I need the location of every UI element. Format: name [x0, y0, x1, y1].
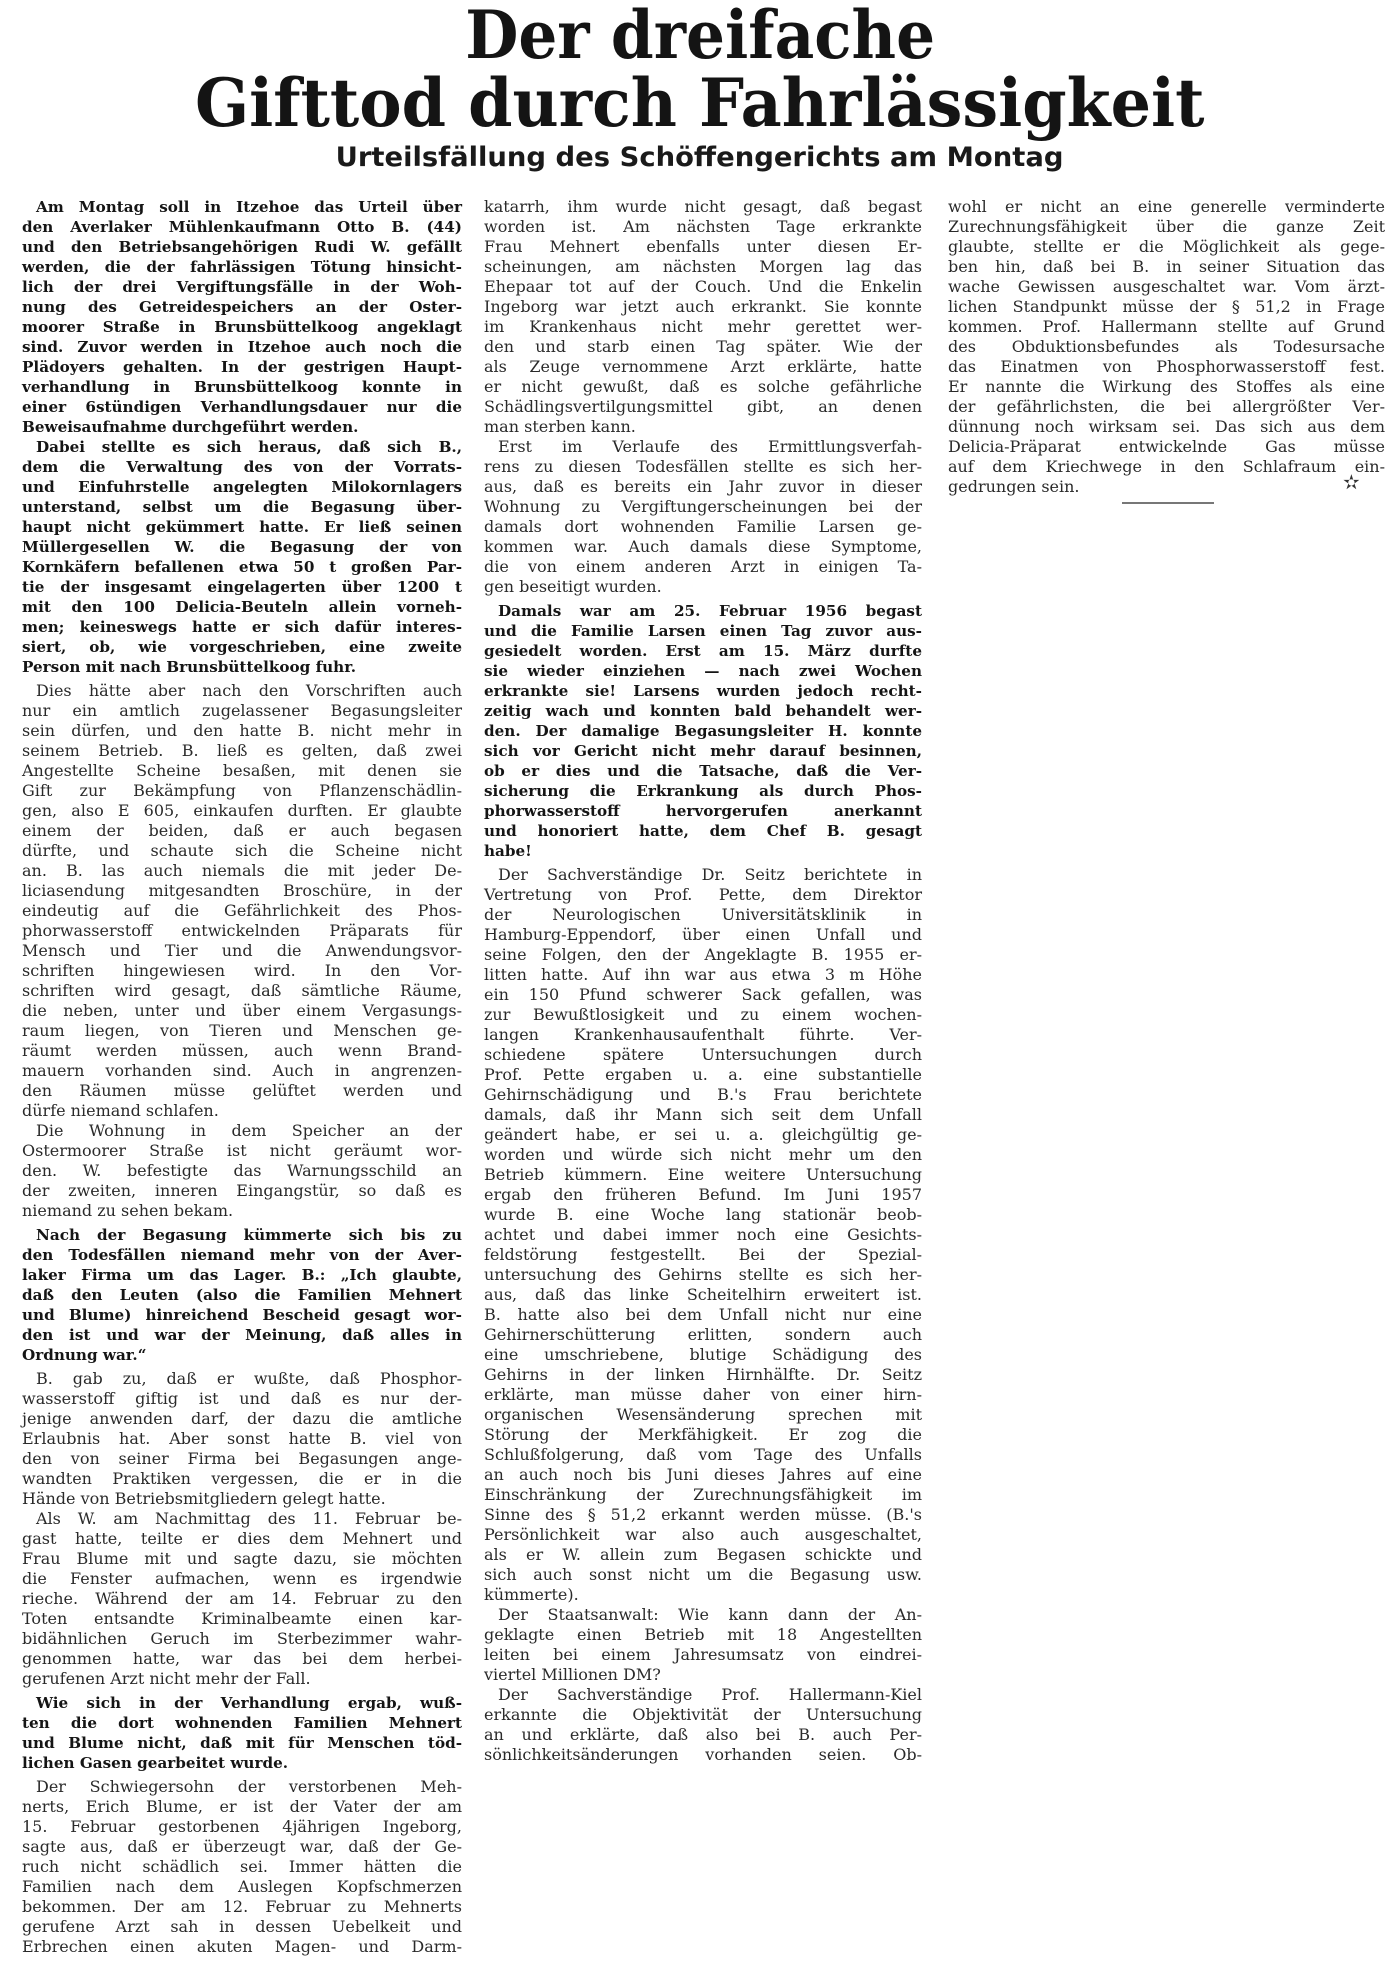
text-line: Dies hätte aber nach den Vorschriften auch	[36, 681, 462, 700]
text-line: Zurechnungsfähigkeit über die ganze Zeit	[948, 217, 1385, 236]
text-line: geklagte einen Betrieb mit 18 Angestellten	[484, 1625, 922, 1644]
text-line: Delicia-Präparat entwickelnde Gas müsse	[948, 437, 1385, 456]
text-line: verhandlung in Brunsbüttelkoog konnte in	[22, 378, 462, 396]
text-line: gen, also E 605, einkaufen durften. Er glaubte	[22, 801, 462, 820]
text-line: erkannte die Objektivität der Untersuchung	[484, 1705, 922, 1724]
text-line: Erlaubnis hat. Aber sonst hatte B. viel von	[22, 1429, 462, 1448]
text-line: geändert habe, er sei u. a. gleichgültig ge-	[484, 1125, 922, 1144]
text-line: sich vor Gericht nicht mehr darauf besinnen,	[484, 742, 922, 760]
text-line: den ist und war der Meinung, daß alles in	[22, 1326, 462, 1344]
text-line: sicherung die Erkrankung als durch Phos-	[484, 782, 922, 800]
text-line: mauern vorhanden sind. Auch in angrenzen-	[22, 1061, 462, 1080]
text-line: lichen Standpunkt müsse der § 51,2 in Frage	[948, 297, 1385, 316]
text-line: Ostermoorer Straße ist nicht geräumt wor-	[22, 1141, 462, 1160]
text-line: habe!	[484, 842, 532, 860]
text-line: man sterben kann.	[484, 417, 636, 436]
text-line: auf dem Kriechwege in den Schlafraum ein-	[948, 457, 1385, 476]
article-column-2	[484, 197, 922, 1765]
text-line: der zweiten, inneren Eingangstür, so daß es	[22, 1181, 462, 1200]
text-line: dem die Verwaltung des von der Vorrats-	[22, 458, 462, 476]
text-line: Persönlichkeit war also auch ausgeschaltet,	[484, 1525, 922, 1544]
text-line: als Zeuge vernommene Arzt erklärte, hatte	[484, 357, 922, 376]
headline-line-2	[0, 64, 1400, 142]
text-line: katarrh, ihm wurde nicht gesagt, daß begast	[484, 197, 922, 216]
text-line: Er nannte die Wirkung des Stoffes als eine	[948, 377, 1385, 396]
text-line: Frau Blume mit und sagte dazu, sie möchten	[22, 1549, 462, 1568]
text-line: Angestellte Scheine besaßen, mit denen sie	[22, 761, 462, 780]
text-line: kommen war. Auch damals diese Symptome,	[484, 537, 922, 556]
text-line: phorwasserstoff hervorgerufen anerkannt	[484, 802, 922, 820]
text-line: Sinne des § 51,2 erkannt werden müsse. (B.'s	[484, 1505, 922, 1524]
text-line: sind. Zuvor werden in Itzehoe auch noch die	[22, 338, 462, 356]
text-line: lich der drei Vergiftungsfälle in der Woh-	[22, 278, 462, 296]
text-line: Der Sachverständige Dr. Seitz berichtete in	[498, 865, 922, 884]
text-line: tie der insgesamt eingelagerten über 1200 t	[22, 578, 462, 596]
text-line: Störung der Merkfähigkeit. Er zog die	[484, 1425, 922, 1444]
text-line: werden, die der fahrlässigen Tötung hinsicht-	[22, 258, 462, 276]
text-line: siert, ob, wie vorgeschrieben, eine zweite	[22, 638, 462, 656]
text-line: des Obduktionsbefundes als Todesursache	[948, 337, 1385, 356]
text-line: laker Firma um das Lager. B.: „Ich glaubte,	[22, 1266, 462, 1284]
text-line: er nicht gewußt, daß es solche gefährliche	[484, 377, 922, 396]
text-line: jenige anwenden darf, der dazu die amtliche	[22, 1409, 462, 1428]
lead-paragraph-bold	[484, 601, 922, 861]
text-line: der gefährlichsten, die bei allergrößter Ver-	[948, 397, 1385, 416]
text-line: und Blume) hinreichend Bescheid gesagt wor-	[22, 1306, 462, 1324]
text-line: den und starb einen Tag später. Wie der	[484, 337, 922, 356]
text-line: erklärte, man müsse daher von einer hirn-	[484, 1385, 922, 1404]
lead-paragraph-bold	[22, 1693, 462, 1773]
text-line: ob er dies und die Tatsache, daß die Ver-	[484, 762, 922, 780]
text-line: damals dort wohnenden Familie Larsen ge-	[484, 517, 922, 536]
text-line: litten hatte. Auf ihn war aus etwa 3 m Höhe	[484, 965, 922, 984]
body-paragraph	[22, 1509, 462, 1689]
text-line: organischen Wesensänderung sprechen mit	[484, 1405, 922, 1424]
end-of-article-star-icon: ✫	[1343, 470, 1360, 494]
text-line: kümmerte).	[484, 1585, 579, 1604]
text-line: Erst im Verlaufe des Ermittlungsverfah-	[498, 437, 922, 456]
text-line: B. hatte also bei dem Unfall nicht nur eine	[484, 1305, 922, 1324]
text-line: langen Krankenhausaufenthalt führte. Ver-	[484, 1025, 922, 1044]
headline-line-1-text: Der dreifache	[465, 0, 935, 74]
text-line: ein 150 Pfund schwerer Sack gefallen, was	[484, 985, 922, 1004]
text-line: Ingeborg war jetzt auch erkrankt. Sie konnte	[484, 297, 922, 316]
lead-paragraph-bold	[22, 197, 462, 437]
text-line: nung des Getreidespeichers an der Oster-	[22, 298, 462, 316]
text-line: moorer Straße in Brunsbüttelkoog angeklagt	[22, 318, 462, 336]
body-paragraph	[484, 437, 922, 597]
text-line: als er W. allein zum Begasen schickte und	[484, 1545, 922, 1564]
text-line: achtet und dabei immer noch eine Gesichts-	[484, 1225, 922, 1244]
text-line: Der Staatsanwalt: Wie kann dann der An-	[498, 1605, 922, 1624]
text-line: wohl er nicht an eine generelle verminderte	[948, 197, 1385, 216]
body-paragraph	[948, 197, 1385, 497]
text-line: Müllergesellen W. die Begasung der von	[22, 538, 462, 556]
text-line: rens zu diesen Todesfällen stellte es sich her-	[484, 457, 922, 476]
end-rule-divider	[1122, 502, 1214, 504]
text-line: an auch noch bis Juni dieses Jahres auf eine	[484, 1465, 922, 1484]
text-line: einer 6stündigen Verhandlungsdauer nur die	[22, 398, 462, 416]
text-line: den Averlaker Mühlenkaufmann Otto B. (44)	[22, 218, 462, 236]
headline-line-2-text: Gifttod durch Fahrlässigkeit	[195, 64, 1205, 142]
text-line: wache Gewissen ausgeschaltet war. Vom ärzt-	[948, 277, 1385, 296]
text-line: Ordnung war.“	[22, 1346, 147, 1364]
text-line: Damals war am 25. Februar 1956 begast	[498, 602, 922, 620]
text-line: aus, daß das linke Scheitelhirn erweitert ist.	[484, 1285, 922, 1304]
body-paragraph	[22, 1777, 462, 1957]
text-line: niemand zu sehen bekam.	[22, 1201, 234, 1220]
text-line: Gehirnschädigung und B.'s Frau berichtete	[484, 1085, 922, 1104]
text-line: phorwasserstoff entwickelnden Präparats für	[22, 921, 462, 940]
text-line: an und erklärte, daß also bei B. auch Per-	[484, 1725, 922, 1744]
subheadline-text: Urteilsfällung des Schöffengerichts am Montag	[336, 142, 1064, 173]
body-paragraph	[22, 1369, 462, 1509]
text-line: schriften hingewiesen wird. In den Vor-	[22, 961, 462, 980]
text-line: Ehepaar tot auf der Couch. Und die Enkelin	[484, 277, 922, 296]
text-line: B. gab zu, daß er wußte, daß Phosphor-	[36, 1369, 462, 1388]
text-line: der Neurologischen Universitätsklinik in	[484, 905, 922, 924]
text-line: zur Bewußtlosigkeit und zu einem wochen-	[484, 1005, 922, 1024]
text-line: eine umschriebene, blutige Schädigung des	[484, 1345, 922, 1364]
article-column-3	[948, 197, 1385, 497]
text-line: damals, daß ihr Mann sich seit dem Unfall	[484, 1105, 922, 1124]
text-line: Vertretung von Prof. Pette, dem Direktor	[484, 885, 922, 904]
text-line: und Einfuhrstelle angelegten Milokornlagers	[22, 478, 462, 496]
text-line: im Krankenhaus nicht mehr gerettet wer-	[484, 317, 922, 336]
text-line: sagte aus, daß er überzeugt war, daß der Ge-	[22, 1837, 462, 1856]
text-line: Der Schwiegersohn der verstorbenen Meh-	[36, 1777, 462, 1796]
text-line: Hamburg-Eppendorf, über einen Unfall und	[484, 925, 922, 944]
text-line: untersuchung des Gehirns stellte es sich her-	[484, 1265, 922, 1284]
text-line: einem der beiden, daß er auch begasen	[22, 821, 462, 840]
text-line: worden und würde sich nicht mehr um den	[484, 1145, 922, 1164]
text-line: sönlichkeitsänderungen vorhanden seien. Ob-	[484, 1745, 922, 1764]
text-line: und die Familie Larsen einen Tag zuvor aus-	[484, 622, 922, 640]
text-line: dürfe niemand schlafen.	[22, 1101, 219, 1120]
text-line: die neben, unter und über einem Vergasungs-	[22, 1001, 462, 1020]
text-line: erkrankte sie! Larsens wurden jedoch recht-	[484, 682, 922, 700]
text-line: viertel Millionen DM?	[484, 1665, 661, 1684]
text-line: Gehirns in der linken Hirnhälfte. Dr. Seitz	[484, 1365, 922, 1384]
text-line: und Blume nicht, daß mit für Menschen töd-	[22, 1734, 462, 1752]
text-line: sein dürfen, und den hatte B. nicht mehr in	[22, 721, 462, 740]
text-line: liciasendung mitgesandten Broschüre, in der	[22, 881, 462, 900]
text-line: Dabei stellte es sich heraus, daß sich B.,	[36, 438, 462, 456]
text-line: wasserstoff giftig ist und daß es nur der-	[22, 1389, 462, 1408]
text-line: schiedene spätere Untersuchungen durch	[484, 1045, 922, 1064]
text-line: nerts, Erich Blume, er ist der Vater der am	[22, 1797, 462, 1816]
body-paragraph	[484, 865, 922, 1605]
text-line: mit den 100 Delicia-Beuteln allein vorneh-	[22, 598, 462, 616]
text-line: Hände von Betriebsmitgliedern gelegt hatte.	[22, 1489, 386, 1508]
text-line: seine Folgen, den der Angeklagte B. 1955 er-	[484, 945, 922, 964]
text-line: seinem Betrieb. B. ließ es gelten, daß zwei	[22, 741, 462, 760]
text-line: gen beseitigt wurden.	[484, 577, 662, 596]
text-line: Toten entsandte Kriminalbeamte einen kar-	[22, 1609, 462, 1628]
text-line: Nach der Begasung kümmerte sich bis zu	[36, 1226, 462, 1244]
text-line: Gift zur Bekämpfung von Pflanzenschädlin-	[22, 781, 462, 800]
text-line: wandten Praktiken vergessen, die er in die	[22, 1469, 462, 1488]
text-line: eindeutig auf die Gefährlichkeit des Phos-	[22, 901, 462, 920]
text-line: ten die dort wohnenden Familien Mehnert	[22, 1714, 462, 1732]
lead-paragraph-bold	[22, 437, 462, 677]
text-line: schriften wird gesagt, daß sämtliche Räume,	[22, 981, 462, 1000]
text-line: Plädoyers gehalten. In der gestrigen Haupt-	[22, 358, 462, 376]
text-line: Beweisaufnahme durchgeführt werden.	[22, 418, 359, 436]
text-line: gesiedelt worden. Erst am 15. März durfte	[484, 642, 922, 660]
text-line: Als W. am Nachmittag des 11. Februar be-	[36, 1509, 462, 1528]
text-line: kommen. Prof. Hallermann stellte auf Grund	[948, 317, 1385, 336]
text-line: Schlußfolgerung, daß vom Tage des Unfalls	[484, 1445, 922, 1464]
text-line: den von seiner Firma bei Begasungen ange-	[22, 1449, 462, 1468]
text-line: gerufenen Arzt nicht mehr der Fall.	[22, 1669, 311, 1688]
text-line: die von einem anderen Arzt in einigen Ta-	[484, 557, 922, 576]
text-line: Prof. Pette ergaben u. a. eine substantielle	[484, 1065, 922, 1084]
text-line: räumt werden müssen, auch wenn Brand-	[22, 1041, 462, 1060]
text-line: gast hatte, teilte er dies dem Mehnert und	[22, 1529, 462, 1548]
text-line: men; keineswegs hatte er sich dafür interes-	[22, 618, 462, 636]
text-line: Betrieb kümmern. Eine weitere Untersuchung	[484, 1165, 922, 1184]
text-line: Der Sachverständige Prof. Hallermann-Kiel	[498, 1685, 922, 1704]
lead-paragraph-bold	[22, 1225, 462, 1365]
body-paragraph	[484, 197, 922, 437]
text-line: gedrungen sein.	[948, 477, 1080, 496]
text-line: die Fenster aufmachen, wenn es irgendwie	[22, 1569, 462, 1588]
text-line: glaubte, stellte er die Möglichkeit als gege-	[948, 237, 1385, 256]
text-line: Frau Mehnert ebenfalls unter diesen Er-	[484, 237, 922, 256]
body-paragraph	[22, 1121, 462, 1221]
text-line: gerufene Arzt sah in dessen Uebelkeit und	[22, 1917, 462, 1936]
text-line: feldstörung festgestellt. Bei der Spezial-	[484, 1245, 922, 1264]
text-line: ben hin, daß bei B. in seiner Situation das	[948, 257, 1385, 276]
text-line: worden ist. Am nächsten Tage erkrankte	[484, 217, 922, 236]
text-line: ruch nicht schädlich sei. Immer hätten die	[22, 1857, 462, 1876]
text-line: den Räumen müsse gelüftet werden und	[22, 1081, 462, 1100]
body-paragraph	[22, 681, 462, 1121]
headline-line-1	[0, 0, 1400, 74]
subheadline	[0, 144, 1400, 171]
text-line: bidähnlichen Geruch im Sterbezimmer wahr-	[22, 1629, 462, 1648]
text-line: Einschränkung der Zurechnungsfähigkeit im	[484, 1485, 922, 1504]
text-line: und honoriert hatte, dem Chef B. gesagt	[484, 822, 922, 840]
text-line: ergab den früheren Befund. Im Juni 1957	[484, 1185, 922, 1204]
text-line: bekommen. Der am 12. Februar zu Mehnerts	[22, 1897, 462, 1916]
text-line: Schädlingsvertilgungsmittel gibt, an denen	[484, 397, 922, 416]
text-line: 15. Februar gestorbenen 4jährigen Ingeborg,	[22, 1817, 462, 1836]
text-line: unterstand, selbst um die Begasung über-	[22, 498, 462, 516]
text-line: lichen Gasen gearbeitet wurde.	[22, 1754, 289, 1772]
text-line: daß den Leuten (also die Familien Mehnert	[22, 1286, 462, 1304]
body-paragraph	[484, 1685, 922, 1765]
text-line: rieche. Während der am 14. Februar zu den	[22, 1589, 462, 1608]
text-line: leiten bei einem Jahresumsatz von eindrei-	[484, 1645, 922, 1664]
text-line: Kornkäfern befallenen etwa 50 t großen Par-	[22, 558, 462, 576]
text-line: wurde B. eine Woche lang stationär beob-	[484, 1205, 922, 1224]
text-line: Wohnung zu Vergiftungerscheinungen bei der	[484, 497, 922, 516]
text-line: Erbrechen einen akuten Magen- und Darm-	[22, 1937, 462, 1956]
text-line: Wie sich in der Verhandlung ergab, wuß-	[36, 1694, 462, 1712]
text-line: den. Der damalige Begasungsleiter H. konnte	[484, 722, 922, 740]
text-line: sich auch sonst nicht um die Begasung usw.	[484, 1565, 922, 1584]
text-line: dürfte, und schaute sich die Scheine nicht	[22, 841, 462, 860]
text-line: haupt nicht gekümmert hatte. Er ließ seinen	[22, 518, 462, 536]
text-line: Die Wohnung in dem Speicher an der	[36, 1121, 462, 1140]
text-line: nur ein amtlich zugelassener Begasungsleiter	[22, 701, 462, 720]
text-line: scheinungen, am nächsten Morgen lag das	[484, 257, 922, 276]
text-line: den Todesfällen niemand mehr von der Aver-	[22, 1246, 462, 1264]
text-line: zeitig wach und konnten bald behandelt wer-	[484, 702, 922, 720]
text-line: an. B. las auch niemals die mit jeder De-	[22, 861, 462, 880]
text-line: raum liegen, von Tieren und Menschen ge-	[22, 1021, 462, 1040]
text-line: genommen hatte, war das bei dem herbei-	[22, 1649, 462, 1668]
text-line: sie wieder einziehen — nach zwei Wochen	[484, 662, 922, 680]
text-line: Am Montag soll in Itzehoe das Urteil über	[36, 198, 462, 216]
body-paragraph	[484, 1605, 922, 1685]
text-line: den. W. befestigte das Warnungsschild an	[22, 1161, 462, 1180]
article-column-1	[22, 197, 462, 1957]
text-line: dünnung noch wirksam sei. Das sich aus dem	[948, 417, 1385, 436]
text-line: Familien nach dem Auslegen Kopfschmerzen	[22, 1877, 462, 1896]
text-line: Person mit nach Brunsbüttelkoog fuhr.	[22, 658, 357, 676]
text-line: und den Betriebsangehörigen Rudi W. gefällt	[22, 238, 462, 256]
text-line: Mensch und Tier und die Anwendungsvor-	[22, 941, 462, 960]
text-line: aus, daß es bereits ein Jahr zuvor in dieser	[484, 477, 922, 496]
text-line: Gehirnerschütterung erlitten, sondern auch	[484, 1325, 922, 1344]
text-line: das Einatmen von Phosphorwasserstoff fest.	[948, 357, 1385, 376]
